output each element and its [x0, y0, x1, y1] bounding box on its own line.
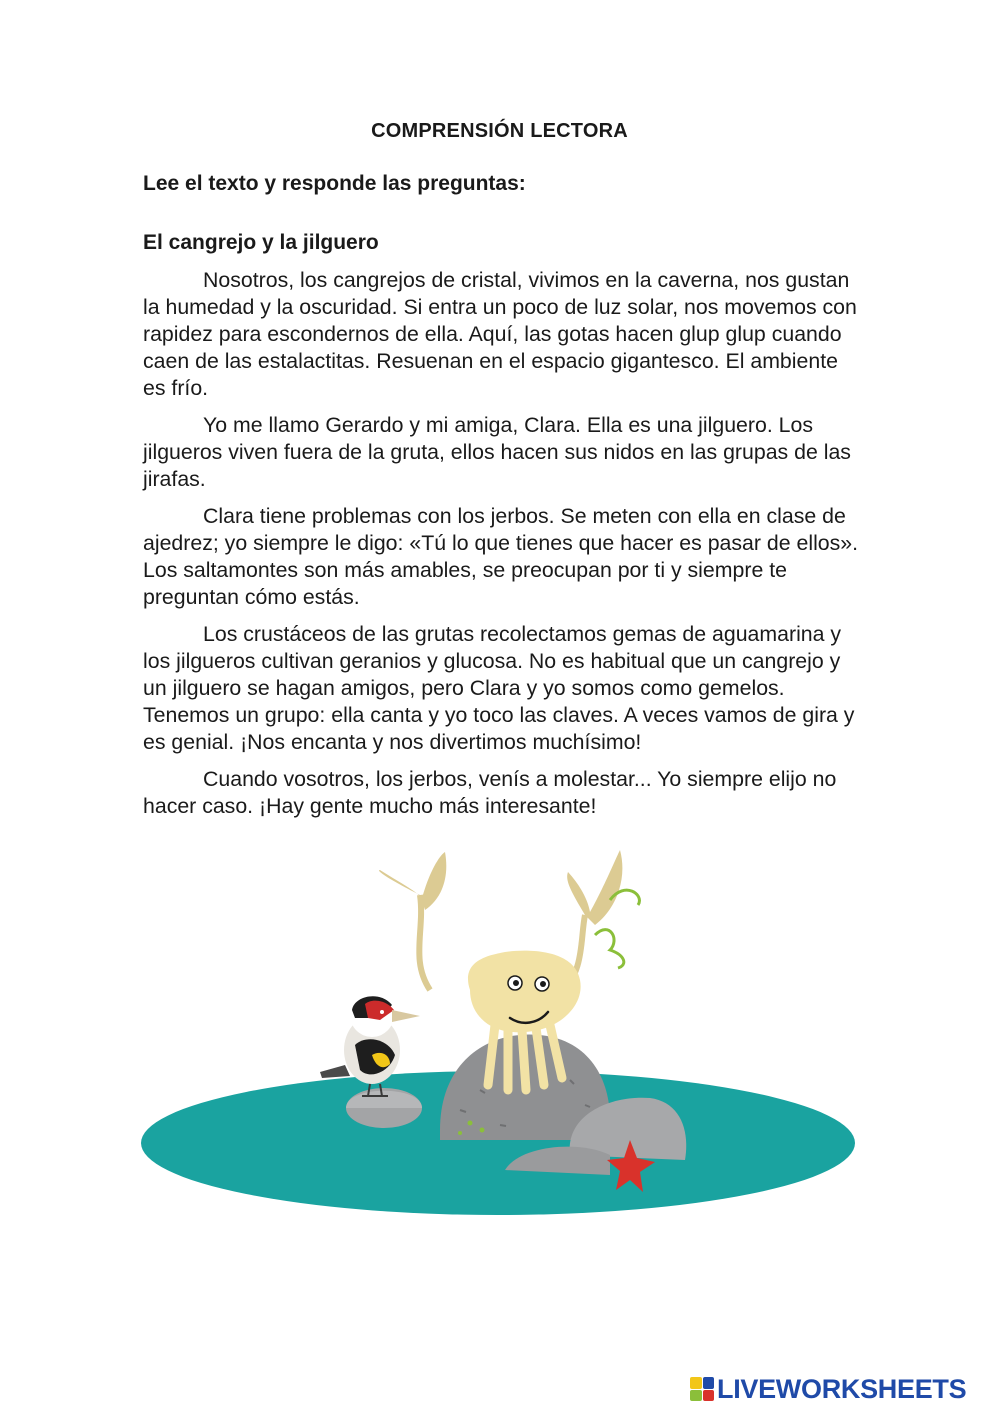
crab-left-arm	[419, 895, 430, 990]
story-paragraph: Yo me llamo Gerardo y mi amiga, Clara. Ella es una jilguero. Los jilgueros viven fuera de la gruta, ellos hacen sus nidos en las grupas de las jirafas.	[143, 413, 851, 491]
story-body	[143, 267, 859, 830]
story-paragraph: Clara tiene problemas con los jerbos. Se meten con ella en clase de ajedrez; yo siempre le digo: «Tú lo que tienes que hacer es pasar de ellos». Los saltamontes son más amables, se preocupan por ti y siempre te preguntan cómo estás.	[143, 504, 859, 609]
crab-right-claw	[567, 850, 622, 925]
page-title: COMPRENSIÓN LECTORA	[371, 120, 628, 142]
story-title: El cangrejo y la jilguero	[143, 231, 379, 254]
story-paragraph: Cuando vosotros, los jerbos, venís a molestar... Yo siempre elijo no hacer caso. ¡Hay gente mucho más interesante!	[143, 767, 837, 818]
story-paragraph: Nosotros, los cangrejos de cristal, vivimos en la caverna, nos gustan la humedad y la oscuridad. Si entra un poco de luz solar, nos movemos con rapidez para escondernos de ella. Aquí, las gotas hacen glup glup cuando caen de las estalactitas. Resuenan en el espacio gigantesco. El ambiente es frío.	[143, 268, 857, 400]
footer-brand	[690, 1374, 966, 1404]
crab-body	[468, 951, 581, 1033]
instruction-text: Lee el texto y responde las preguntas:	[143, 172, 526, 195]
crab-and-goldfinch-illustration	[140, 840, 860, 1220]
crab-left-claw	[379, 852, 446, 910]
brand-name: LIVEWORKSHEETS	[717, 1373, 967, 1404]
story-paragraph: Los crustáceos de las grutas recolectamos gemas de aguamarina y los jilgueros cultivan geranios y glucosa. No es habitual que un cangrejo y un jilguero se hagan amigos, pero Clara y yo somos como gemelos. Tenemos un grupo: ella canta y yo toco las claves. A veces vamos de gira y es genial. ¡Nos encanta y nos divertimos muchísimo!	[143, 622, 855, 754]
liveworksheets-logo-icon	[690, 1377, 714, 1401]
